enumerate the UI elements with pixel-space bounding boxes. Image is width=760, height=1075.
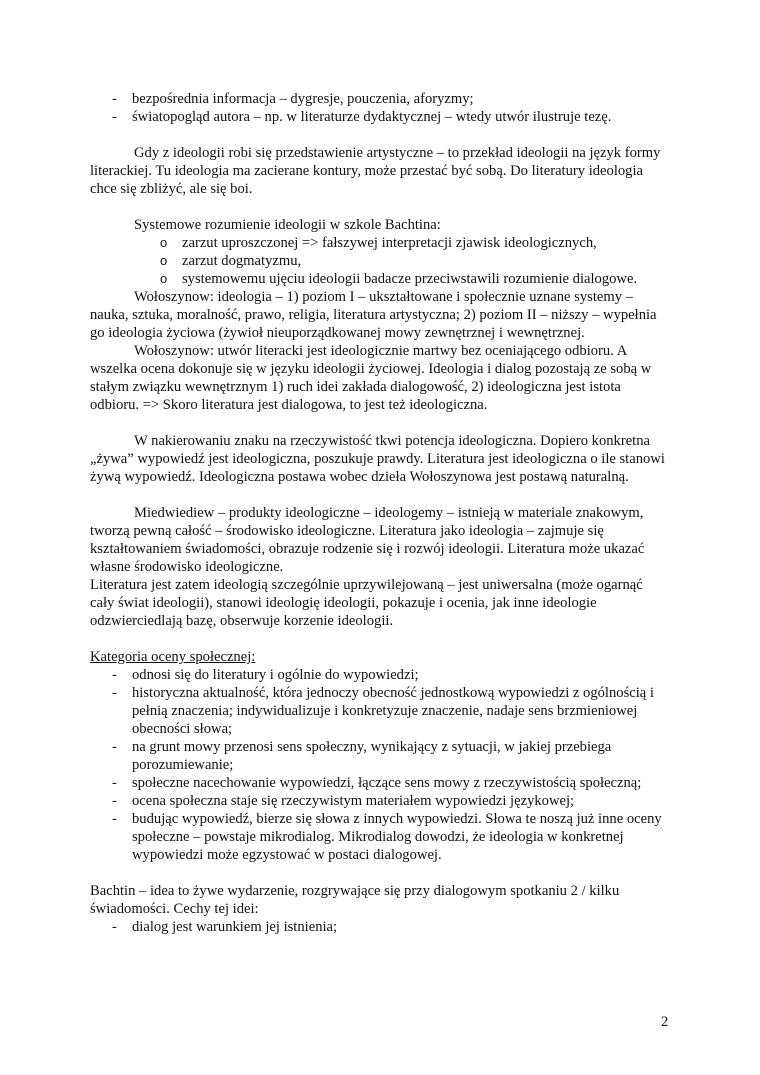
bullet-dash: - — [112, 685, 117, 701]
list-item — [90, 810, 670, 864]
paragraph-woloszynow-1: Wołoszynow: ideologia – 1) poziom I – ukształtowane i społecznie uznane systemy – nauka, sztuka, moralność, prawo, religia, literatura artystyczna; 2) poziom II – niższy – wypełnia go ideologia życiowa (żywioł nieuporządkowanej mowy zewnętrznej i wewnętrznej. — [90, 289, 657, 341]
paragraph-literatura: Literatura jest zatem ideologią szczególnie uprzywilejowaną – jest uniwersalna (może ogarnąć cały świat ideologii), stanowi ideologię ideologii, pokazuje i ocenia, jak inne ideologie odzwierciedlają bazę, obserwuje korzenie ideologii. — [90, 577, 643, 629]
paragraph-woloszynow-2: Wołoszynow: utwór literacki jest ideologicznie martwy bez oceniającego odbioru. A wszelka ocena dokonuje się w języku ideologii życiowej. Ideologia i dialog pozostają ze sobą w stałym związku wewnętrznym 1) ruch idei zakłada dialogowość, 2) ideologiczna jest istota odbioru. => Skoro literatura jest dialogowa, to jest też ideologiczna. — [90, 343, 652, 413]
list-item-text: bezpośrednia informacja – dygresje, pouczenia, aforyzmy; — [132, 91, 474, 107]
page-number: 2 — [661, 1014, 669, 1030]
paragraph-miedwiediew: Miedwiediew – produkty ideologiczne – ideologemy – istnieją w materiale znakowym, tworzą pewną całość – środowisko ideologiczne. Literatura jako ideologia – zajmuje się kształtowaniem świadomości, obrazuje rodzenie się i rozwój ideologii. Literatura może ukazać własne środowisko ideologiczne. — [90, 505, 645, 575]
list-item — [90, 738, 670, 774]
bullet-dash: - — [112, 739, 117, 755]
list-item — [90, 252, 670, 270]
list-item — [90, 108, 670, 126]
list-item — [90, 792, 670, 810]
bullet-dash: - — [112, 775, 117, 791]
bullet-circle: o — [160, 271, 168, 286]
spacer — [90, 414, 670, 432]
list-item-text: systemowemu ujęciu ideologii badacze przeciwstawili rozumienie dialogowe. — [182, 271, 638, 287]
page-content — [90, 90, 670, 936]
spacer — [90, 198, 670, 216]
list-item — [90, 666, 670, 684]
list-item — [90, 234, 670, 252]
list-item-text: dialog jest warunkiem jej istnienia; — [132, 919, 338, 935]
list-item-text: światopogląd autora – np. w literaturze dydaktycznej – wtedy utwór ilustruje tezę. — [132, 109, 612, 125]
spacer — [90, 864, 670, 882]
spacer — [90, 126, 670, 144]
bullet-dash: - — [112, 811, 117, 827]
bullet-dash: - — [112, 667, 117, 683]
list-item — [90, 90, 670, 108]
paragraph-znak: W nakierowaniu znaku na rzeczywistość tkwi potencja ideologiczna. Dopiero konkretna „żywa” wypowiedź jest ideologiczna, poszukuje prawdy. Literatura jest ideologiczna o ile stanowi żywą wypowiedź. Ideologiczna postawa wobec dzieła Wołoszynowa jest postawą naturalną. — [90, 433, 665, 485]
list-item — [90, 774, 670, 792]
bullet-circle: o — [160, 253, 168, 268]
bullet-dash: - — [112, 91, 117, 107]
spacer — [90, 630, 670, 648]
list-item-text: historyczna aktualność, która jednoczy obecność jednostkową wypowiedzi z ogólnością i pełnią znaczenia; indywidualizuje i konkretyzuje znaczenie, nadaje sens brzmieniowej obecności słowa; — [132, 685, 654, 737]
bullet-circle: o — [160, 235, 168, 250]
list-item-text: społeczne nacechowanie wypowiedzi, łączące sens mowy z rzeczywistością społeczną; — [132, 775, 642, 791]
kategoria-heading: Kategoria oceny społecznej: — [90, 649, 256, 665]
paragraph-bachtin-idea: Bachtin – idea to żywe wydarzenie, rozgrywające się przy dialogowym spotkaniu 2 / kilku świadomości. Cechy tej idei: — [90, 883, 620, 917]
list-item-text: odnosi się do literatury i ogólnie do wypowiedzi; — [132, 667, 419, 683]
bullet-dash: - — [112, 919, 117, 935]
paragraph-ideology-art: Gdy z ideologii robi się przedstawienie artystyczne – to przekład ideologii na język formy literackiej. Tu ideologia ma zacierane kontury, może przestać być sobą. Do literatury ideologia chce się zbliżyć, ale się boi. — [90, 145, 661, 197]
bachtin-school-heading: Systemowe rozumienie ideologii w szkole Bachtina: — [134, 217, 441, 233]
list-item-text: ocena społeczna staje się rzeczywistym materiałem wypowiedzi językowej; — [132, 793, 575, 809]
bullet-dash: - — [112, 793, 117, 809]
list-item — [90, 918, 670, 936]
list-item-text: na grunt mowy przenosi sens społeczny, wynikający z sytuacji, w jakiej przebiega porozumiewanie; — [132, 739, 612, 773]
spacer — [90, 486, 670, 504]
list-item-text: zarzut dogmatyzmu, — [182, 253, 302, 269]
list-item-text: zarzut uproszczonej => fałszywej interpretacji zjawisk ideologicznych, — [182, 235, 597, 251]
list-item-text: budując wypowiedź, bierze się słowa z innych wypowiedzi. Słowa te noszą już inne oceny społeczne – powstaje mikrodialog. Mikrodialog dowodzi, że ideologia w konkretnej wypowiedzi może egzystować w postaci dialogowej. — [132, 811, 662, 863]
list-item — [90, 684, 670, 738]
bullet-dash: - — [112, 109, 117, 125]
list-item — [90, 270, 670, 288]
